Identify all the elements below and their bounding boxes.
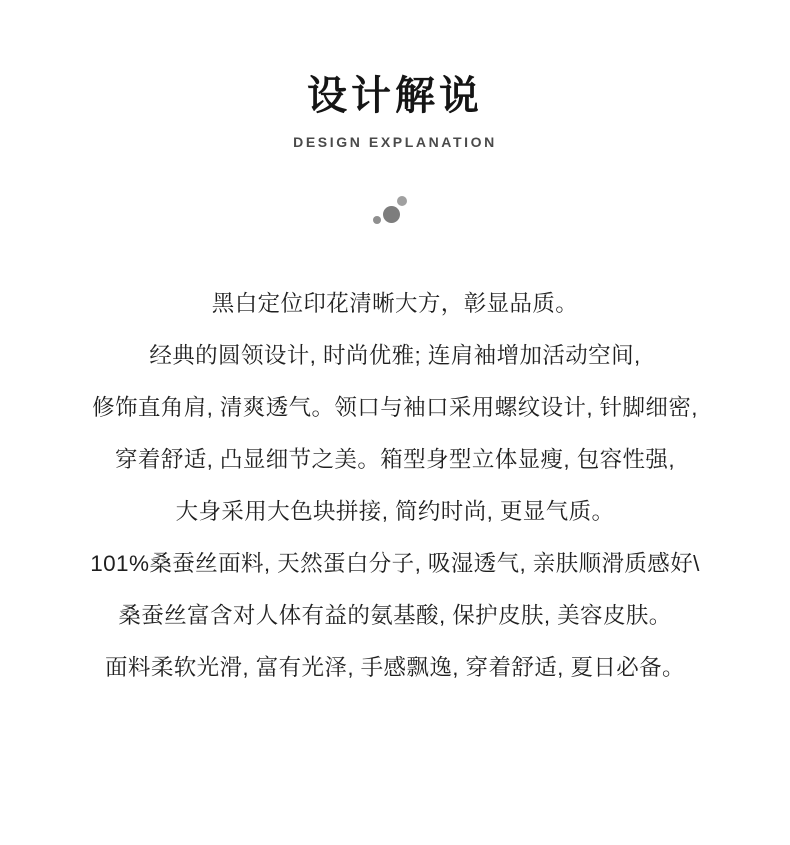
description-block [15,278,775,694]
description-line: 大身采用大色块拼接, 简约时尚, 更显气质。 [175,499,615,524]
description-line: 经典的圆领设计, 时尚优雅; 连肩袖增加活动空间, [149,343,641,368]
divider-dot-large [383,206,400,223]
three-dot-divider-icon [365,192,425,236]
description-line: 黑白定位印花清晰大方，彰显品质。 [211,291,579,316]
description-line: 修饰直角肩, 清爽透气。领口与袖口采用螺纹设计, 针脚细密, [92,395,698,420]
description-line: 面料柔软光滑, 富有光泽, 手感飘逸, 穿着舒适, 夏日必备。 [105,655,685,680]
page-subtitle: DESIGN EXPLANATION [293,134,497,150]
page-title: 设计解说 [306,74,483,118]
description-line: 穿着舒适, 凸显细节之美。箱型身型立体显瘦, 包容性强, [115,447,675,472]
page-title-block [293,72,497,150]
divider-dot-mid [397,196,407,206]
description-line: 101%桑蚕丝面料, 天然蛋白分子, 吸湿透气, 亲肤顺滑质感好\ [90,551,700,576]
description-line: 桑蚕丝富含对人体有益的氨基酸, 保护皮肤, 美容皮肤。 [118,603,672,628]
divider-dot-small [373,216,381,224]
